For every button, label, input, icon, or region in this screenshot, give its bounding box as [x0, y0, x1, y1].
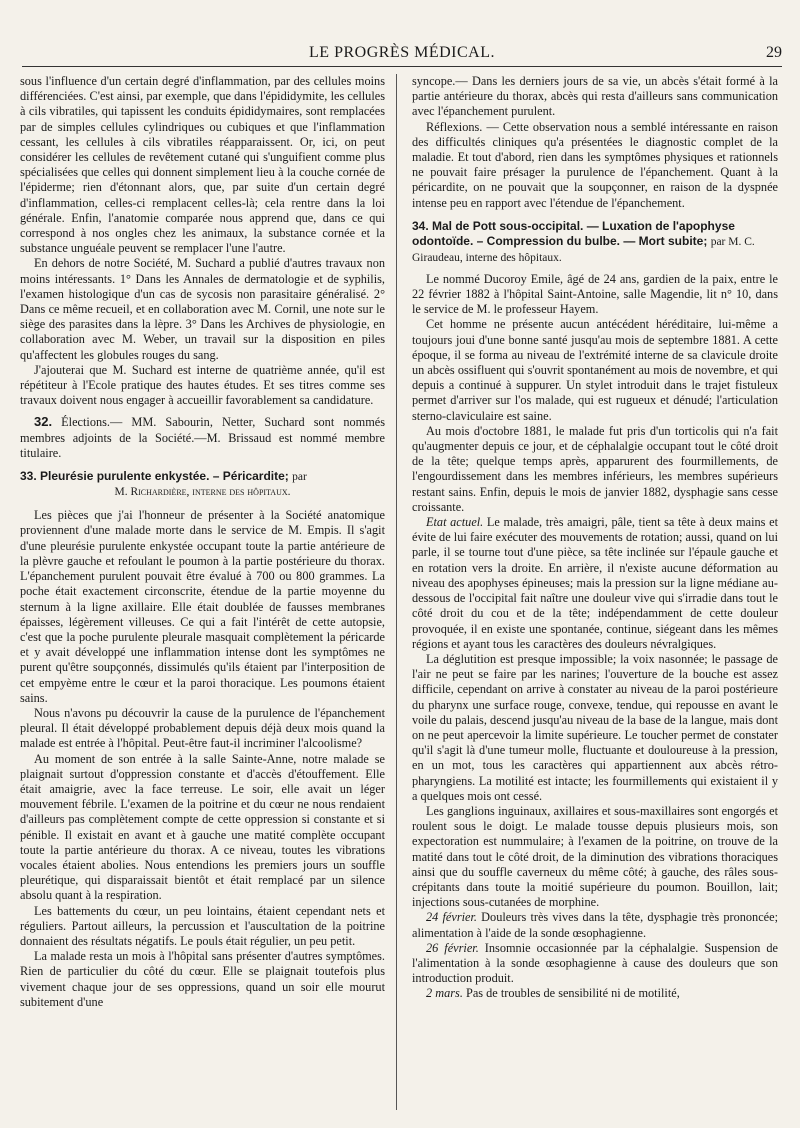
paragraph: La malade resta un mois à l'hôpital sans présenter d'autres symptômes. Rien de particulier du côté du cœur. Elle se plaignait toutefois plus vivement chaque jour de ses oppressions, quand un soir elle mourut subitement d'une	[20, 949, 385, 1009]
paragraph: syncope.— Dans les derniers jours de sa vie, un abcès s'était formé à la partie antérieure du thorax, abcès qui resta d'ailleurs sans communication avec l'épanchement purulent.	[412, 74, 778, 119]
left-column	[20, 74, 385, 1114]
section-32-text: Élections.— MM. Sabourin, Netter, Suchard sont nommés membres adjoints de la Société.—M. Brissaud est nommé membre titulaire.	[20, 415, 385, 460]
section-33-par: par	[292, 471, 307, 484]
journal-title: LE PROGRÈS MÉDICAL.	[309, 44, 495, 61]
column-divider	[396, 74, 397, 1110]
paragraph	[412, 515, 778, 652]
paragraph	[412, 910, 778, 940]
paragraph-body: Pas de troubles de sensibilité ni de motilité,	[462, 986, 680, 1001]
right-column	[412, 74, 778, 1114]
paragraph: J'ajouterai que M. Suchard est interne de quatrième année, qu'il est répétiteur à l'Ecole pratique des hautes études. Et ses titres comme ses travaux doivent nous engager à accueillir favorablement sa candidature.	[20, 362, 385, 408]
paragraph: Les battements du cœur, un peu lointains, étaient cependant nets et réguliers. Partout ailleurs, la percussion et l'auscultation de la poitrine donnaient des résultats négatifs. Le pouls était régulier, un peu petit.	[20, 903, 385, 948]
section-34-heading	[412, 219, 778, 266]
paragraph: Nous n'avons pu découvrir la cause de la purulence de l'épanchement pleural. Il était développé probablement depuis déjà deux mois quand la malade est entrée à l'hôpital. Peut-être faut-il incriminer l'alcoolisme?	[20, 705, 385, 751]
paragraph-body: Douleurs très vives dans la tête, dysphagie très prononcée; alimentation à l'aide de la sonde œsophagienne.	[412, 910, 778, 940]
paragraph	[412, 941, 778, 987]
paragraph: Les ganglions inguinaux, axillaires et sous-maxillaires sont engorgés et roulent sous le doigt. Le malade tousse depuis plusieurs mois, son expectoration est nummulaire; à l'examen de la poitrine, on trouve de la matité dans tout le côté droit, de la diminution des vibrations thoraciques ainsi que du souffle caverneux du même côté; à gauche, des râles sous-crépitants dans toute la moitié supérieure du poumon. Bouillon, lait; injections sous-cutanées de morphine.	[412, 803, 778, 910]
section-33-heading	[20, 469, 385, 485]
section-number: 32.	[34, 414, 53, 430]
date-lead: 2 mars.	[426, 986, 463, 1001]
paragraph: sous l'influence d'un certain degré d'inflammation, par des cellules moins différenciées. C'est ainsi, par exemple, que dans l'épididymite, les cellules à cils vibratiles, qui tapissent les conduits épididymaires, sont remplacées par de simples cellules cylindriques ou cubiques et que l'inflammation cessant, les cellules à cils vibratiles réapparaissent. Or, ici, on peut considérer les cellules de revêtement cutané qui s'unguifient comme plus spécialisées que celles qui donnent simplement lieu à la couche cornée de l'épiderme; rien d'étonnant alors, que, par suite d'un certain degré d'inflammation, celles-ci remplacent celles-là; cela rentre dans la loi générale. Enfin, l'anatomie comparée nous apprend que, dans ce qui correspond à nos ongles chez les animaux, la substance cornée et la substance unguéale peuvent se remplacer l'une l'autre.	[20, 74, 385, 256]
section-33-title: 33. Pleurésie purulente enkystée. – Péricardite;	[20, 469, 289, 484]
paragraph: Cet homme ne présente aucun antécédent héréditaire, lui-même a toujours joui d'une bonne santé jusqu'au mois de septembre 1881. A cette époque, il se forma au niveau de l'extrémité interne de sa clavicule droite un abcès ossifluent qui s'ouvrit spontanément au mois de novembre, et qui depuis a continué à suppurer. Un stylet introduit dans le trajet fistuleux permet d'arriver sur l'os malade, qui est rugueux et dénudé; l'articulation sterno-claviculaire est saine.	[412, 317, 778, 423]
paragraph: La déglutition est presque impossible; la voix nasonnée; le passage de l'air ne peut se faire par les narines; l'ouverture de la bouche est assez difficile, cependant on arrive à constater au niveau de la paroi postérieure du pharynx une surface rouge, convexe, tendue, qui repousse en avant le voile du palais, descend jusqu'au niveau de la base de la langue, mais dont on ne peut apercevoir la limite supérieure. Le toucher permet de constater qu'il s'agit là d'une tumeur molle, fluctuante et douloureuse à la pression, en un mot, tous les caractères qui appartiennent aux abcès rétro-pharyngiens. La motilité est intacte; les fourmillements qui existaient il y a quelques mois ont cessé.	[412, 651, 778, 803]
paragraph: Au moment de son entrée à la salle Sainte-Anne, notre malade se plaignait surtout d'oppression constante et d'accès d'étouffement. Elle était amaigrie, avec la face terreuse. Le soir, elle avait un léger mouvement fébrile. L'examen de la poitrine et du cœur ne nous rendaient d'ailleurs pas complètement compte de cette oppression si constante et si pénible. Il existait en avant et à gauche une matité complète occupant toute la partie antérieure du thorax. A ce niveau, toutes les vibrations vocales étaient abolies. Nous entendions les premiers jours un souffle pleurétique, qui disparaissait bientôt et était remplacé par un silence absolu quant à la respiration.	[20, 751, 385, 903]
date-lead: 26 février.	[426, 940, 479, 955]
paragraph: Les pièces que j'ai l'honneur de présenter à la Société anatomique proviennent d'une malade morte dans le service de M. Empis. Il s'agit d'une pleurésie purulente enkystée occupant toute la partie antérieure de la plèvre gauche et refoulant le poumon à la partie postérieure du thorax. L'épanchement purulent pouvait être évalué à 700 ou 800 grammes. La poche était exactement circonscrite, étendue de la partie moyenne du sternum à la ligne axillaire. Elle était doublée de fausses membranes épaisses, légèrement villeuses. Ce qui a fait l'intérêt de cette autopsie, c'est que la poche purulente pleurale masquait complètement la péricarde et y avait développé une inflammation intense dont les symptômes ne purent qu'être soupçonnés, dissimulés qu'ils étaient par l'interposition de cet empyème entre le cœur et la paroi thoracique. Les poumons étaient sains.	[20, 508, 385, 705]
section-32	[20, 414, 385, 461]
page-number: 29	[766, 44, 782, 61]
section-34-title: 34. Mal de Pott sous-occipital. — Luxation de l'apophyse odontoïde. – Compression du bulbe. — Mort subite;	[412, 218, 735, 248]
section-33-byline: M. Richardière, interne des hôpitaux.	[114, 486, 291, 499]
paragraph-body: Insomnie occasionnée par la céphalalgie. Suspension de l'alimentation à la sonde œsophagienne à cause des douleurs que son introduction produit.	[412, 940, 778, 986]
date-lead: 24 février.	[426, 910, 477, 925]
section-34-byline: par M. C. Giraudeau, interne des hôpitaux.	[412, 235, 755, 264]
paragraph	[412, 986, 778, 1001]
paragraph: Le nommé Ducoroy Emile, âgé de 24 ans, gardien de la paix, entre le 22 février 1882 à l'hôpital Saint-Antoine, salle Magendie, lit n° 10, dans le service de M. le professeur Hayem.	[412, 271, 778, 317]
paragraph: Réflexions. — Cette observation nous a semblé intéressante en raison des difficultés cliniques qu'a présentées le diagnostic complet de la maladie. Et tout d'abord, rien dans les symptômes physiques et rationnels ne pouvait faire présager la purulence de l'épanchement. Quant à la péricardite, on ne pouvait que la soupçonner, en raison de la dyspnée intense peu en rapport avec l'étendue de l'épanchement.	[412, 119, 778, 210]
paragraph-lead: Etat actuel.	[426, 515, 484, 530]
paragraph: Au mois d'octobre 1881, le malade fut pris d'un torticolis qui n'a fait qu'augmenter depuis ce jour, et de céphalalgie occupant tout le côté droit de la tête; quelque temps après, apparurent des fourmillements, de l'engourdissement dans les membres inférieurs, les membres supérieurs restant sains. Enfin, depuis le mois de janvier 1882, dysphagie sans cesse croissante.	[412, 423, 778, 514]
paragraph-body: Le malade, très amaigri, pâle, tient sa tête à deux mains et évite de lui faire exécuter des mouvements de rotation; aussi, quand on lui parle, il se tourne tout d'une pièce, sa tête inclinée sur l'épaule gauche et en rotation vers la droite. En arrière, il n'existe aucune déformation au niveau des apophyses épineuses; mais la pression sur la ligne médiane au-dessous de l'occipital fait naître une douleur vive qui s'irradie dans tout le côté droit du cou et de la tête; indépendamment de cette douleur provoquée, il en existe une spontanée, continue, siégeant dans les mêmes régions et ayant tous les caractères des douleurs névralgiques.	[412, 515, 778, 651]
paragraph: En dehors de notre Société, M. Suchard a publié d'autres travaux non moins intéressants. 1° Dans les Annales de dermatologie et de syphilis, l'examen histologique d'un cas de sycosis non parasitaire généralisé. 2° Dans ce même recueil, et en collaboration avec M. Cornil, une note sur le siège des parasites dans la lèpre. 3° Dans les Archives de physiologie, en collaboration avec M. Weber, un travail sur la disposition en piles qu'affectent les globules rouges du sang.	[20, 256, 385, 362]
page-header	[22, 42, 782, 67]
